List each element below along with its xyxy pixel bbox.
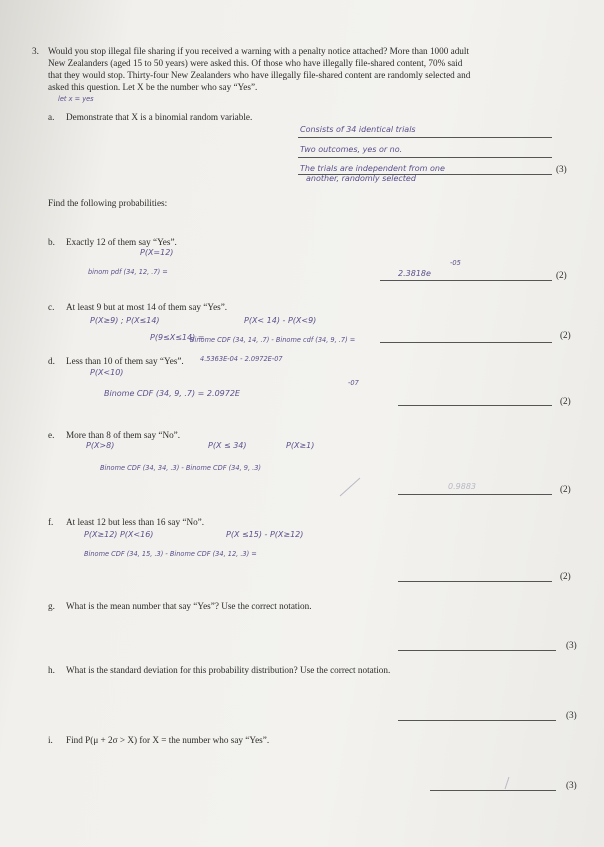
- answer-line: [298, 174, 552, 175]
- part-d-work-1: P(X<10): [90, 368, 124, 377]
- question-number: 3.: [32, 46, 39, 56]
- part-b-letter: b.: [48, 237, 55, 247]
- handwritten-note: let x = yes: [58, 95, 94, 103]
- part-e-marks: (2): [560, 484, 571, 494]
- answer-line: [398, 581, 552, 582]
- part-i-letter: i.: [48, 735, 53, 745]
- part-i-marks: (3): [566, 780, 577, 790]
- part-g-text: What is the mean number that say “Yes”? Use the correct notation.: [66, 601, 312, 611]
- part-e-text: More than 8 of them say “No”.: [66, 430, 181, 440]
- part-f-work-2: P(X ≤15) - P(X≥12): [226, 530, 304, 539]
- part-c-marks: (2): [560, 330, 571, 340]
- part-f-work-1: P(X≥12) P(X<16): [84, 530, 154, 539]
- part-a-answer-2: Two outcomes, yes or no.: [300, 145, 403, 154]
- part-a-marks: (3): [556, 164, 567, 174]
- answer-line: [298, 157, 552, 158]
- part-b-answer: 2.3818e: [398, 269, 431, 278]
- part-f-work-3: Binome CDF (34, 15, .3) - Binome CDF (34, 12, .3) =: [84, 550, 257, 558]
- part-b-text: Exactly 12 of them say “Yes”.: [66, 237, 177, 247]
- part-d-marks: (2): [560, 396, 571, 406]
- part-a-text: Demonstrate that X is a binomial random variable.: [66, 112, 253, 122]
- part-e-work-4: Binome CDF (34, 34, .3) - Binome CDF (34, 9, .3): [100, 464, 262, 472]
- part-a-answer-4: another, randomly selected: [306, 174, 416, 183]
- part-c-work-2: P(X< 14) - P(X<9): [244, 316, 317, 325]
- pen-stroke-icon: [502, 776, 512, 790]
- answer-line: [398, 650, 556, 651]
- part-f-marks: (2): [560, 571, 571, 581]
- part-g-marks: (3): [566, 640, 577, 650]
- part-e-answer: 0.9883: [448, 482, 476, 491]
- part-f-text: At least 12 but less than 16 say “No”.: [66, 517, 205, 527]
- part-b-work-2: binom pdf (34, 12, .7) =: [88, 268, 168, 276]
- part-d-work-2: Binome CDF (34, 9, .7) = 2.0972E: [104, 389, 240, 398]
- part-c-work-3: P(9≤X≤14) =: [150, 333, 205, 342]
- part-e-work-2: P(X ≤ 34): [208, 441, 247, 450]
- part-b-work-1: P(X=12): [140, 248, 174, 257]
- part-h-text: What is the standard deviation for this probability distribution? Use the correct notation.: [66, 665, 391, 675]
- part-a-answer-1: Consists of 34 identical trials: [300, 125, 416, 134]
- answer-line: [398, 405, 552, 406]
- check-mark-icon: [338, 476, 362, 498]
- part-h-marks: (3): [566, 710, 577, 720]
- part-f-letter: f.: [48, 517, 54, 527]
- find-heading: Find the following probabilities:: [48, 198, 168, 208]
- question-line-2: New Zealanders (aged 15 to 50 years) were asked this. Of those who have illegally file-shared content, 70% said: [48, 58, 463, 68]
- part-c-text: At least 9 but at most 14 of them say “Yes”.: [66, 302, 228, 312]
- question-line-3: that they would stop. Thirty-four New Zealanders who have illegally file-shared content are randomly selected and: [48, 70, 471, 80]
- part-c-work-5: 4.5363E-04 - 2.0972E-07: [200, 355, 283, 363]
- part-a-answer-3: The trials are independent from one: [300, 164, 445, 173]
- answer-line: [380, 342, 552, 343]
- part-b-answer-exponent: -05: [450, 259, 461, 267]
- answer-line: [298, 137, 552, 138]
- part-d-work-exponent: -07: [348, 379, 359, 387]
- part-a-letter: a.: [48, 112, 55, 122]
- answer-line: [398, 494, 552, 495]
- part-g-letter: g.: [48, 601, 55, 611]
- part-b-marks: (2): [556, 270, 567, 280]
- question-line-4: asked this question. Let X be the number who say “Yes”.: [48, 82, 258, 92]
- part-h-letter: h.: [48, 665, 55, 675]
- part-e-work-3: P(X≥1): [286, 441, 315, 450]
- answer-line: [398, 720, 556, 721]
- answer-line: [380, 280, 552, 281]
- part-d-text: Less than 10 of them say “Yes”.: [66, 356, 184, 366]
- part-e-letter: e.: [48, 430, 55, 440]
- question-line-1: Would you stop illegal file sharing if you received a warning with a penalty notice attached? More than 1000 adult: [48, 46, 469, 56]
- part-i-text: Find P(μ + 2σ > X) for X = the number who say “Yes”.: [66, 735, 270, 745]
- part-c-letter: c.: [48, 302, 55, 312]
- part-d-letter: d.: [48, 356, 55, 366]
- part-c-work-4: Binome CDF (34, 14, .7) - Binome cdf (34, 9, .7) =: [190, 336, 356, 344]
- part-c-work-1: P(X≥9) ; P(X≤14): [90, 316, 160, 325]
- part-e-work-1: P(X>8): [86, 441, 115, 450]
- answer-line: [430, 790, 556, 791]
